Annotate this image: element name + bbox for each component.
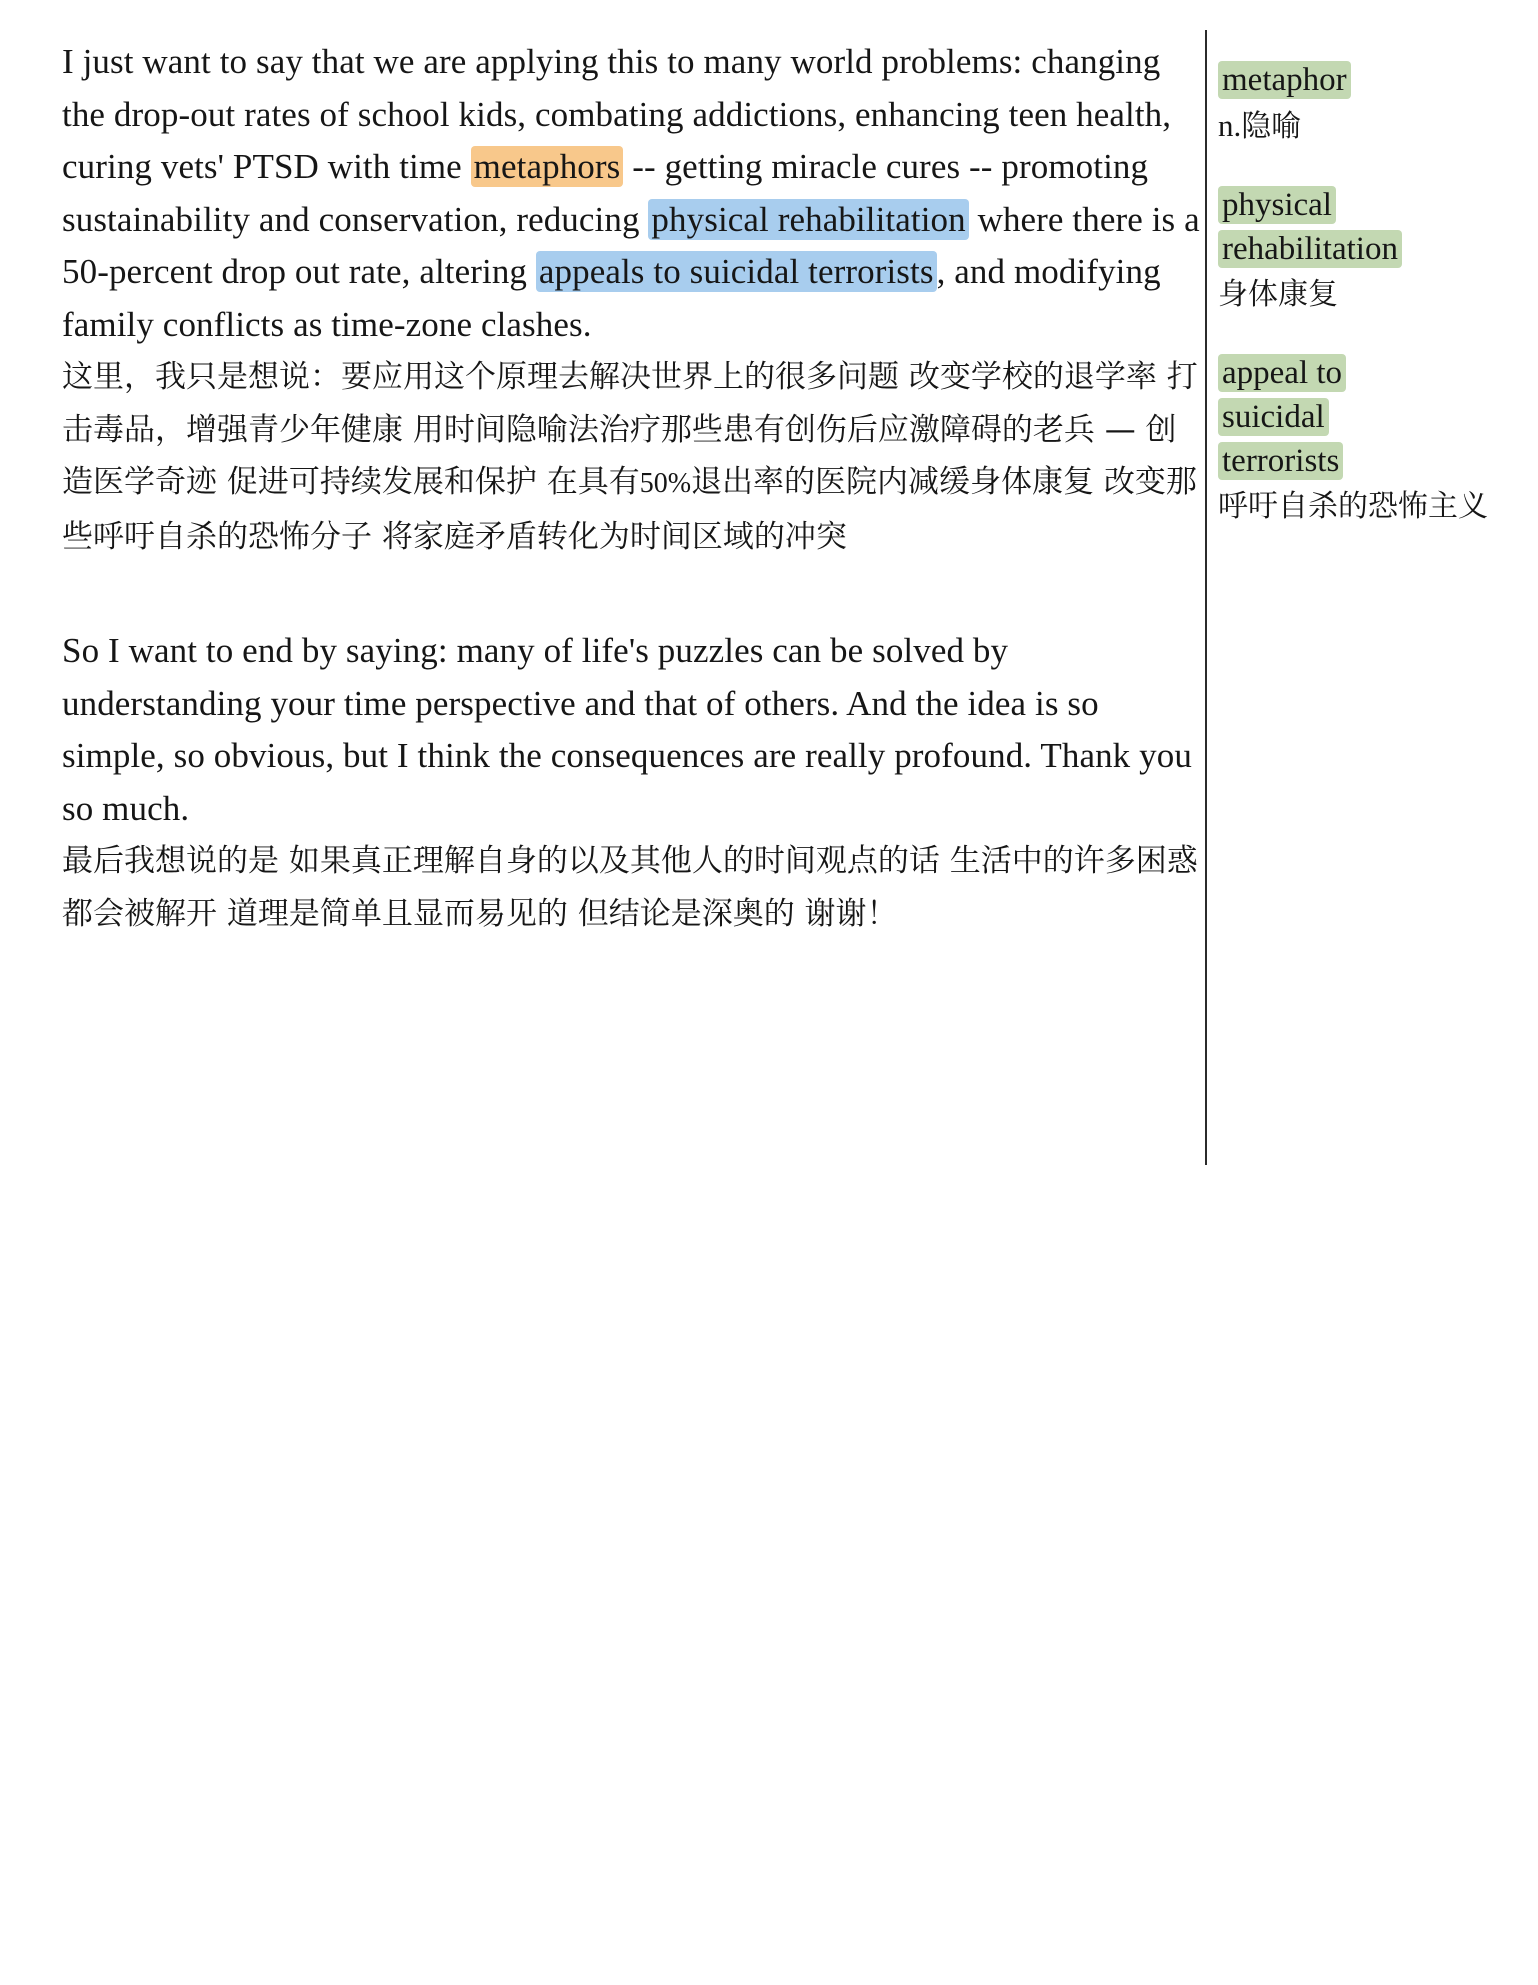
text-segment: , and modifying family conflicts as time-zone clashes. xyxy=(62,252,1161,344)
glossary-definition xyxy=(1218,104,1494,149)
chinese-segment: 这里，我只是想说：要应用这个原理去解决世界上的很多问题 改变学校的退学率 打击毒品，增强青少年健康 用时间隐喻法治疗那些患有创伤后应激障碍的老兵 — 创造医学奇迹 促进可持续发展和保护 在具有 xyxy=(62,359,1198,500)
glossary-entry-appeal-to-suicidal-terrorists[interactable] xyxy=(1218,351,1494,529)
glossary-term-text-line2: rehabilitation xyxy=(1218,230,1402,268)
glossary-definition: 呼吁自杀的恐怖主义 xyxy=(1218,489,1488,524)
paragraph-1-english xyxy=(62,36,1202,351)
glossary-term-text-line2: suicidal xyxy=(1218,398,1329,436)
paragraph-1 xyxy=(62,36,1202,563)
glossary-term xyxy=(1218,58,1494,102)
glossary-term-text-line3: terrorists xyxy=(1218,442,1343,480)
highlight-metaphors[interactable]: metaphors xyxy=(471,146,624,187)
definition-text: 隐喻 xyxy=(1241,109,1302,144)
glossary-term xyxy=(1218,351,1494,483)
text-segment: I just want to say that we are applying this to many world problems: changing the drop-out rates of school kids, combating addictions, enhancing teen health, curing vets' PTSD with time xyxy=(62,42,1172,186)
paragraph-1-chinese xyxy=(62,351,1202,563)
glossary-entry-metaphor[interactable] xyxy=(1218,58,1494,149)
part-of-speech: n. xyxy=(1218,108,1242,143)
glossary-term xyxy=(1218,183,1494,271)
glossary-entry-physical-rehabilitation[interactable] xyxy=(1218,183,1494,317)
text-segment: where there is a 50-percent drop out rate, altering xyxy=(62,199,1200,291)
chinese-segment: 退出率的医院内减缓身体康复 改变那些呼吁自杀的恐怖分子 将家庭矛盾转化为时间区域的冲突 xyxy=(62,464,1197,555)
text-segment: -- getting miracle cures -- promoting sustainability and conservation, reducing xyxy=(62,147,1149,239)
glossary-term-text: metaphor xyxy=(1218,61,1351,99)
paragraph-spacer xyxy=(62,563,1202,625)
glossary-term-text-line1: appeal to xyxy=(1218,354,1346,392)
glossary-column xyxy=(1218,58,1494,563)
glossary-definition: 身体康复 xyxy=(1218,277,1338,312)
paragraph-2-chinese: 最后我想说的是 如果真正理解自身的以及其他人的时间观点的话 生活中的许多困惑都会被解开 道理是简单且显而易见的 但结论是深奥的 谢谢！ xyxy=(62,843,1198,932)
transcript-column xyxy=(62,36,1202,940)
highlight-physical-rehabilitation[interactable]: physical rehabilitation xyxy=(648,199,968,240)
chinese-number: 50% xyxy=(639,468,692,499)
glossary-term-text-line1: physical xyxy=(1218,186,1336,224)
paragraph-2-english: So I want to end by saying: many of life's puzzles can be solved by understanding your time perspective and that of others. And the idea is so simple, so obvious, but I think the consequences are really profound. Thank you so much. xyxy=(62,631,1192,828)
highlight-appeals-to-suicidal-terrorists[interactable]: appeals to suicidal terrorists xyxy=(536,251,937,292)
paragraph-2 xyxy=(62,625,1202,940)
vertical-divider xyxy=(1205,30,1207,1165)
